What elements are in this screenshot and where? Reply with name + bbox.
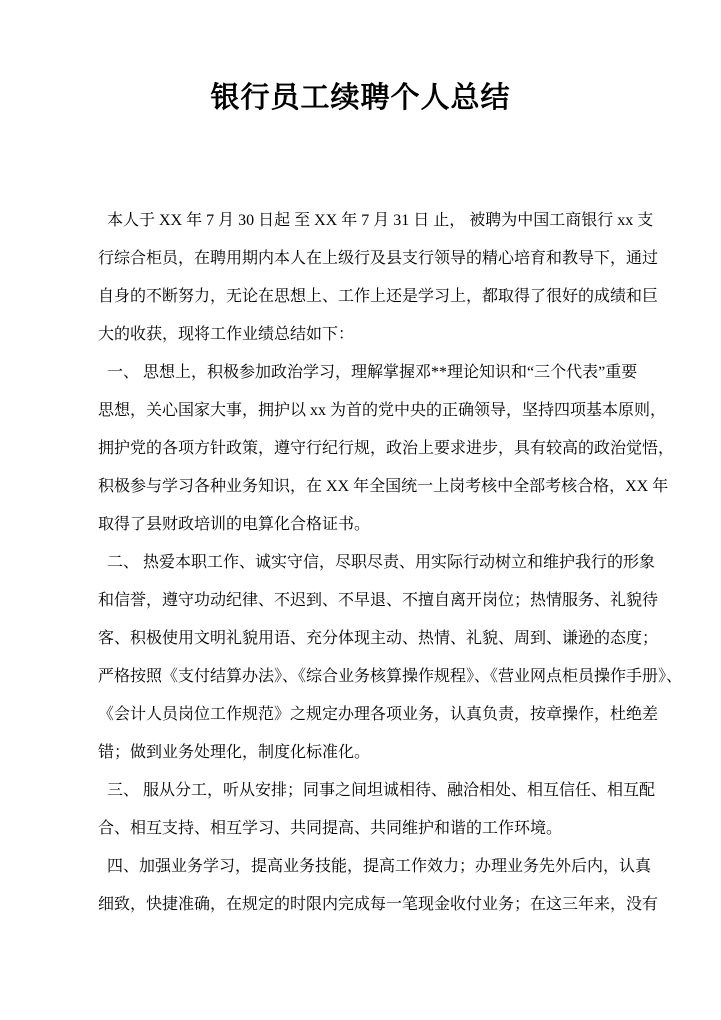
text-line: 自身的不断努力，无论在思想上、工作上还是学习上，都取得了很好的成绩和巨 [98,288,659,305]
text-line: 客、积极使用文明礼貌用语、充分体现主动、热情、礼貌、周到、谦逊的态度； [98,630,659,647]
document-body [98,202,683,924]
text-line: 本人于 XX 年 7 月 30 日起 至 XX 年 7 月 31 日 止， 被聘为中国工商银行 xx 支 [107,212,654,229]
document-title: 银行员工续聘个人总结 [210,82,511,114]
text-line: 和信誉，遵守功动纪律、不迟到、不早退、不擅自离开岗位；热情服务、礼貌待 [98,592,659,609]
text-line: 大的收获，现将工作业绩总结如下： [98,326,355,343]
text-line: 一、 思想上，积极参加政治学习，理解掌握邓**理论知识和“三个代表”重要 [107,364,638,381]
text-line: 行综合柜员，在聘用期内本人在上级行及县支行领导的精心培育和教导下，通过 [98,250,659,267]
text-line: 细致，快捷准确，在规定的时限内完成每一笔现金收付业务；在这三年来，没有 [98,896,659,913]
text-line: 合、相互支持、相互学习、共同提高、共同维护和谐的工作环境。 [98,820,563,837]
text-line: 二、 热爱本职工作、诚实守信，尽职尽责、用实际行动树立和维护我行的形象 [107,554,656,571]
text-line: 三、 服从分工，听从安排；同事之间坦诚相待、融洽相处、相互信任、相互配 [107,782,656,799]
text-line: 拥护党的各项方针政策，遵守行纪行规，政治上要求进步，具有较高的政治觉悟， [98,440,675,457]
text-line: 严格按照《支付结算办法》、《综合业务核算操作规程》、《营业网点柜员操作手册》、 [98,668,683,685]
text-line: 错；做到业务处理化，制度化标准化。 [98,744,371,761]
text-line: 思想，关心国家大事，拥护以 xx 为首的党中央的正确领导，坚持四项基本原则， [98,402,667,419]
text-line: 四、加强业务学习，提高业务技能，提高工作效力；办理业务先外后内，认真 [107,858,652,875]
text-line: 取得了县财政培训的电算化合格证书。 [98,516,371,533]
text-line: 积极参与学习各种业务知识，在 XX 年全国统一上岗考核中全部考核合格，XX 年 [98,478,669,495]
text-line: 《会计人员岗位工作规范》之规定办理各项业务，认真负责，按章操作，杜绝差 [98,706,659,723]
